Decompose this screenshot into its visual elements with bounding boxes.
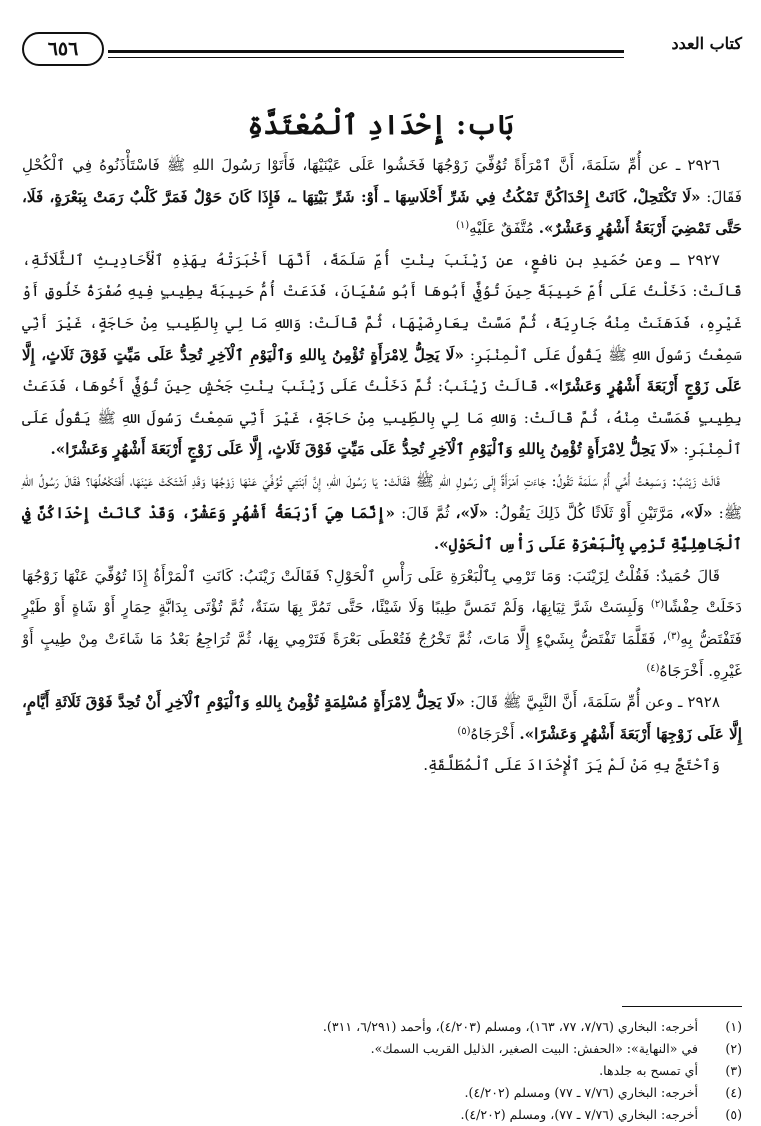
- prophetic-quote: «لَا تَكْتَحِلْ، كَانَتْ إِحْدَاكُنَّ تَمْكُثُ فِي شَرِّ أَحْلَاسِهَا ـ أَوْ: شَرِّ بَيْتِهَا ـ، فَإِذَا كَانَ حَوْلٌ فَمَرَّ كَلْبٌ رَمَتْ بِبَعْرَةٍ، فَلَا، حَتَّى تَمْضِيَ أَرْبَعَةُ أَشْهُرٍ وَعَشْرٌ».: [22, 187, 742, 238]
- hadith-text: وَٱحْتَجَّ بِهِ مَنْ لَمْ يَرَ ٱلْإِحْدَادَ عَلَى ٱلْمُطَلَّقَةِ.: [423, 756, 720, 775]
- footnotes: [22, 1016, 742, 1126]
- hadith-text: أَخْرَجَاهُ: [470, 724, 515, 743]
- footnote-ref[interactable]: (٥): [457, 725, 471, 737]
- footnote-item: [22, 1038, 742, 1060]
- hadith-number: ٢٩٢٨: [687, 693, 721, 712]
- footnote-text: في «النهاية»: «الحفش: البيت الصغير، الذليل القريب السمك».: [370, 1041, 698, 1056]
- prophetic-quote: «لَا يَحِلُّ لِامْرَأَةٍ مُسْلِمَةٍ تُؤْمِنُ بِاللهِ وَٱلْيَوْمِ ٱلْآخِرِ أَنْ تُحِدَّ فَوْقَ ثَلَاثَةِ أَيَّامٍ، إِلَّا عَلَى زَوْجِهَا أَرْبَعَةَ أَشْهُرٍ وَعَشْرًا».: [22, 693, 742, 743]
- footnote-marker: (١): [725, 1019, 742, 1034]
- footnote-marker: (٥): [725, 1107, 742, 1122]
- footnote-item: [22, 1104, 742, 1126]
- prophetic-quote: «إِنَّمَا هِيَ أَرْبَعَةُ أَشْهُرٍ وَعَشْرٌ، وَقَدْ كَانَتْ إِحْدَاكُنَّ فِي ٱلْجَاهِلِيَّةِ تَرْمِي بِٱلْبَعْرَةِ عَلَى رَأْسِ ٱلْحَوْلِ».: [22, 503, 742, 554]
- hadith-text: قَالَ حُمَيدٌ: فَقُلْتُ لِزَيْنَبَ: وَمَا تَرْمِي بِٱلْبَعْرَةِ عَلَى رَأْسِ ٱلْحَوْلِ؟ فَقَالَتْ زَيْنَبُ: كَانَتِ ٱلْمَرْأَةُ إِذَا تُوُفِّيَ عَنْهَا زَوْجُهَا دَخَلَتْ حِفْشًا: [22, 566, 742, 617]
- prophetic-quote: «لَا»،: [455, 503, 489, 522]
- header-rule: [108, 50, 624, 53]
- main-text: [22, 150, 742, 782]
- book-title: كتاب العدد: [671, 34, 742, 53]
- hadith-text: ـ وعن حُمَيدِ بن نافعٍ، عن زَيْنَبَ بِنْتِ أُمِّ سَلَمَةَ، أَنَّهَا أَخْبَرَتْهُ بِهَذِهِ ٱلْأَحَادِيثِ ٱلثَّلَاثَةِ، قَالَتْ: دَخَلْتُ عَلَى أُمِّ حَبِيبَةَ حِينَ تُوُفِّيَ أَبُوهَا أَبُو سُفْيَانَ، فَدَعَتْ أُمُّ حَبِيبَةَ بِطِيبٍ فِيهِ صُفْرَةُ خَلُوقٍ أَوْ غَيْرِهِ، فَدَهَنَتْ مِنْهُ جَارِيَةً، ثُمَّ مَسَّتْ بِعَارِضَيْهَا، ثُمَّ قَالَتْ: وَاللهِ مَا لِي بِالطِّيبِ مِنْ حَاجَةٍ، غَيْرَ أَنِّي سَمِعْتُ رَسُولَ اللهِ ﷺ يَقُولُ عَلَى ٱلْمِنْبَرِ:: [22, 250, 742, 364]
- hadith-text: ـ وعن أُمِّ سَلَمَةَ، أَنَّ النَّبِيَّ ﷺ قَالَ:: [469, 693, 683, 712]
- footnote-text: أخرجه: البخاري (٧/٧٦، ٧٧، ١٦٣)، ومسلم (٤/٢٠٣)، وأحمد (٦/٢٩١، ٣١١).: [322, 1019, 698, 1034]
- footnote-item: [22, 1016, 742, 1038]
- hadith-2928: [22, 687, 742, 750]
- closing-remark: [22, 750, 742, 782]
- footnote-ref[interactable]: (١): [455, 220, 470, 232]
- hadith-2927: [22, 245, 742, 466]
- footnote-marker: (٣): [725, 1063, 742, 1078]
- prophetic-quote: «لَا»،: [679, 503, 713, 522]
- hadith-text: وَلَبِسَتْ شَرَّ ثِيَابِهَا، وَلَمْ تَمَسَّ طِيبًا وَلَا شَيْئًا، حَتَّى تَمُرَّ بِهَا سَنَةٌ، ثُمَّ تُؤْتَى بِدَابَّةٍ حِمَارٍ أَوْ شَاةٍ أَوْ طَيْرٍ فَتَفْتَضُّ بِهِ: [22, 598, 742, 648]
- hadith-number: ٢٩٢٦: [687, 156, 720, 174]
- footnote-item: [22, 1082, 742, 1104]
- running-header: [22, 32, 742, 68]
- footnote-marker: (٢): [725, 1041, 742, 1056]
- footnote-text: أي تمسح به جلدها.: [599, 1063, 698, 1078]
- hadith-text: ثُمَّ قَالَ:: [401, 503, 450, 522]
- prophetic-quote: «لَا يَحِلُّ لِامْرَأَةٍ تُؤْمِنُ بِاللهِ وَٱلْيَوْمِ ٱلْآخِرِ تُحِدُّ عَلَى مَيِّتٍ فَوْقَ ثَلَاثٍ، إِلَّا عَلَى زَوْجٍ أَرْبَعَةَ أَشْهُرٍ وَعَشْرًا».: [22, 345, 742, 396]
- hadith-number: ٢٩٢٧: [687, 250, 721, 269]
- hadith-text: ، فَقَلَّمَا تَفْتَضُّ بِشَيْءٍ إِلَّا مَاتَ، ثُمَّ تَخْرُجُ فَتُعْطَى بَعْرَةً فَتَرْمِي بِهَا، ثُمَّ تُرَاجِعُ بَعْدُ مَا شَاءَتْ مِنْ طِيبٍ أَوْ غَيْرِهِ. أَخْرَجَاهُ: [22, 629, 742, 680]
- footnote-marker: (٤): [725, 1085, 742, 1100]
- footnote-ref[interactable]: (٣): [667, 630, 681, 642]
- footnote-text: أخرجه: البخاري (٧/٧٦ ـ ٧٧) ومسلم (٤/٢٠٢).: [464, 1085, 698, 1100]
- hadith-text: مَرَّتَيْنِ أَوْ ثَلَاثًا كُلَّ ذَلِكَ يَقُولُ:: [494, 503, 674, 522]
- hadith-text: قَالَتْ زَيْنَبُ: ثُمَّ دَخَلْتُ عَلَى زَيْنَبَ بِنْتِ جَحْشٍ حِينَ تُوُفِّيَ أَخُوهَا، فَدَعَتْ بِطِيبٍ فَمَسَّتْ مِنْهُ، ثُمَّ قَالَتْ: وَاللهِ مَا لِي بِالطِّيبِ مِنْ حَاجَةٍ، غَيْرَ أَنِّي سَمِعْتُ رَسُولَ اللهِ ﷺ يَقُولُ عَلَى ٱلْمِنْبَرِ:: [22, 377, 742, 459]
- page-number: ٦٥٦: [22, 32, 104, 66]
- chapter-title: بَاب: إِحْدَادِ ٱلْمُعْتَدَّةِ: [247, 110, 514, 141]
- footnote-item: [22, 1060, 742, 1082]
- footnote-ref[interactable]: (٢): [650, 599, 665, 611]
- prophetic-quote: «لَا يَحِلُّ لِامْرَأَةٍ تُؤْمِنُ بِاللهِ وَٱلْيَوْمِ ٱلْآخِرِ تُحِدُّ عَلَى مَيِّتٍ فَوْقَ ثَلَاثٍ، إِلَّا عَلَى زَوْجٍ أَرْبَعَةَ أَشْهُرٍ وَعَشْرًا».: [50, 440, 679, 459]
- hadith-2927-part3: [22, 561, 742, 687]
- footnote-ref[interactable]: (٤): [646, 662, 660, 674]
- footnote-text: أخرجه: البخاري (٧/٧٦ ـ ٧٧)، ومسلم (٤/٢٠٢).: [460, 1107, 698, 1122]
- hadith-2926: [22, 150, 742, 245]
- hadith-text: مُتَّفَقٌ عَلَيْهِ: [469, 219, 534, 238]
- hadith-2927-part2: [22, 466, 742, 561]
- footnote-divider: [622, 1006, 742, 1007]
- hadith-text: ـ عن أُمِّ سَلَمَةَ، أَنَّ ٱمْرَأَةً تُوُفِّيَ زَوْجُهَا فَخَشُوا عَلَى عَيْنَيْهَا، فَأَتَوْا رَسُولَ اللهِ ﷺ فَاسْتَأْذَنُوهُ فِي ٱلْكُحْلِ فَقَالَ:: [22, 156, 743, 206]
- hadith-text: قَالَتْ زَيْنَبُ: وَسَمِعْتُ أُمِّي أُمَّ سَلَمَةَ تَقُولُ: جَاءَتِ ٱمْرَأَةٌ إِلَى رَسُولِ اللهِ ﷺ فَقَالَتْ: يَا رَسُولَ اللهِ، إِنَّ ٱبْنَتِي تُوُفِّيَ عَنْهَا زَوْجُهَا وَقَدِ ٱشْتَكَتْ عَيْنَهَا، أَفَتَكْحُلُهَا؟ فَقَالَ رَسُولُ اللهِ ﷺ:: [22, 471, 743, 522]
